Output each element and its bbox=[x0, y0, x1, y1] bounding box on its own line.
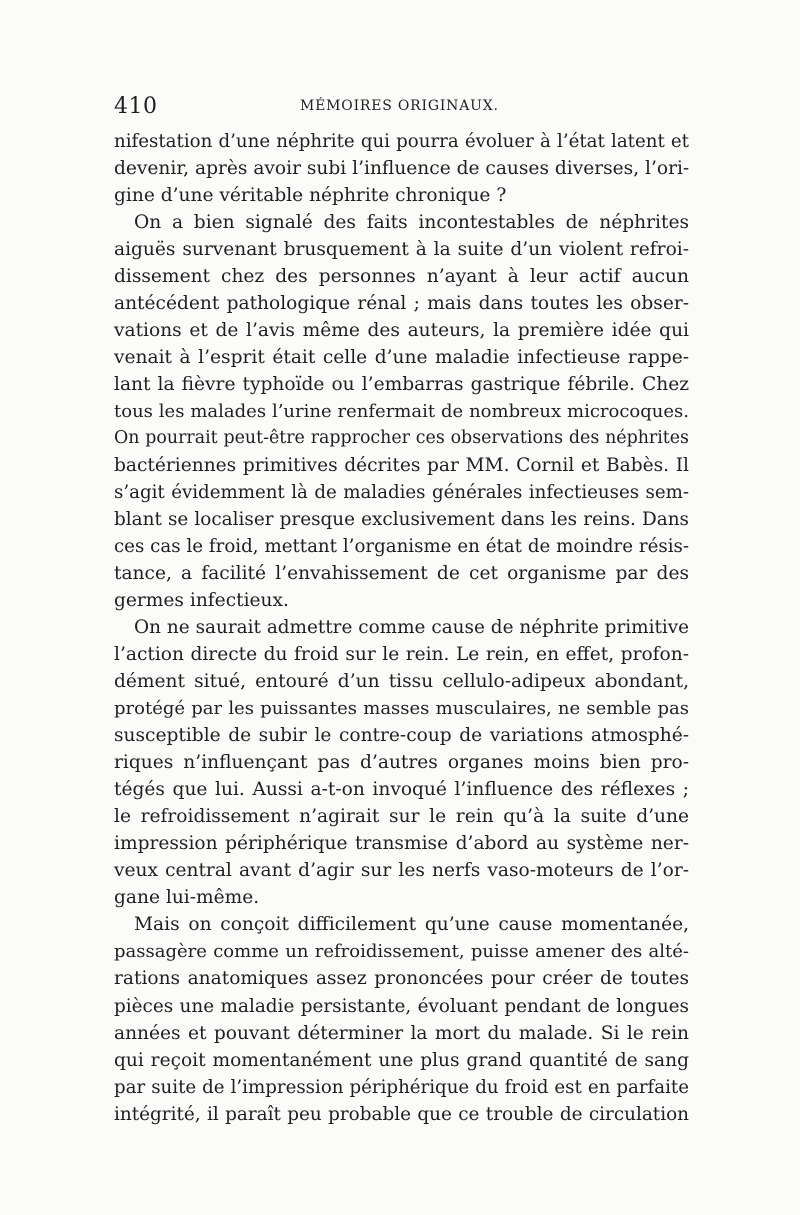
text-line: devenir, après avoir subi l’influence de causes diverses, l’ori- bbox=[114, 158, 690, 180]
text-line: blant se localiser presque exclusivement dans les reins. Dans bbox=[114, 509, 689, 531]
text-line: passagère comme un refroidissement, puisse amener des alté- bbox=[114, 941, 689, 963]
text-line: lant la fièvre typhoïde ou l’embarras gastrique fébrile. Chez bbox=[114, 374, 689, 396]
text-line: s’agit évidemment là de maladies générales infectieuses sem- bbox=[114, 482, 689, 504]
text-line: années et pouvant déterminer la mort du malade. Si le rein bbox=[114, 1022, 689, 1044]
text-line: dément situé, entouré d’un tissu cellulo-adipeux abondant, bbox=[114, 671, 689, 693]
text-line: pièces une maladie persistante, évoluant pendant de longues bbox=[114, 995, 689, 1017]
text-line: dissement chez des personnes n’ayant à leur actif aucun bbox=[114, 266, 689, 288]
text-line: Mais on conçoit difficilement qu’une cause momentanée, bbox=[134, 914, 689, 936]
page-header bbox=[114, 94, 689, 124]
text-line: vations et de l’avis même des auteurs, la première idée qui bbox=[114, 320, 689, 342]
text-line: protégé par les puissantes masses musculaires, ne semble pas bbox=[114, 698, 689, 720]
text-line: impression périphérique transmise d’abord au système ner- bbox=[114, 833, 689, 855]
text-line: aiguës survenant brusquement à la suite d’un violent refroi- bbox=[114, 239, 689, 261]
text-line: le refroidissement n’agirait sur le rein qu’à la suite d’une bbox=[114, 806, 689, 828]
text-line: gine d’une véritable néphrite chronique ? bbox=[114, 185, 507, 207]
body-text bbox=[114, 128, 689, 1128]
text-line: ces cas le froid, mettant l’organisme en état de moindre résis- bbox=[114, 536, 689, 558]
text-line: nifestation d’une néphrite qui pourra évoluer à l’état latent et bbox=[114, 131, 689, 152]
text-line: tance, a facilité l’envahissement de cet organisme par des bbox=[114, 563, 689, 585]
text-line: veux central avant d’agir sur les nerfs vaso-moteurs de l’or- bbox=[114, 860, 689, 882]
text-line: tégés que lui. Aussi a-t-on invoqué l’influence des réflexes ; bbox=[114, 779, 689, 801]
text-line: susceptible de subir le contre-coup de variations atmosphé- bbox=[114, 725, 689, 747]
text-line: On pourrait peut-être rapprocher ces observations des néphrites bbox=[114, 428, 689, 449]
running-head: MÉMOIRES ORIGINAUX. bbox=[300, 98, 499, 114]
text-line: gane lui-même. bbox=[114, 887, 260, 909]
text-line: On ne saurait admettre comme cause de néphrite primitive bbox=[134, 617, 689, 639]
text-line: tous les malades l’urine renfermait de nombreux microcoques. bbox=[114, 401, 689, 423]
page-number: 410 bbox=[114, 94, 158, 119]
text-line: par suite de l’impression périphérique du froid est en parfaite bbox=[114, 1076, 689, 1098]
text-line: riques n’influençant pas d’autres organes moins bien pro- bbox=[114, 752, 689, 774]
text-line: antécédent pathologique rénal ; mais dans toutes les obser- bbox=[114, 293, 689, 315]
text-line: bactériennes primitives décrites par MM. Cornil et Babès. Il bbox=[114, 455, 689, 477]
text-line: qui reçoit momentanément une plus grand quantité de sang bbox=[114, 1049, 689, 1071]
text-line: intégrité, il paraît peu probable que ce trouble de circulation bbox=[114, 1103, 689, 1125]
text-line: rations anatomiques assez prononcées pour créer de toutes bbox=[114, 968, 689, 990]
text-line: On a bien signalé des faits incontestables de néphrites bbox=[134, 212, 689, 234]
text-line: l’action directe du froid sur le rein. Le rein, en effet, profon- bbox=[114, 644, 689, 666]
text-line: germes infectieux. bbox=[114, 590, 289, 612]
text-line: venait à l’esprit était celle d’une maladie infectieuse rappe- bbox=[114, 347, 689, 369]
